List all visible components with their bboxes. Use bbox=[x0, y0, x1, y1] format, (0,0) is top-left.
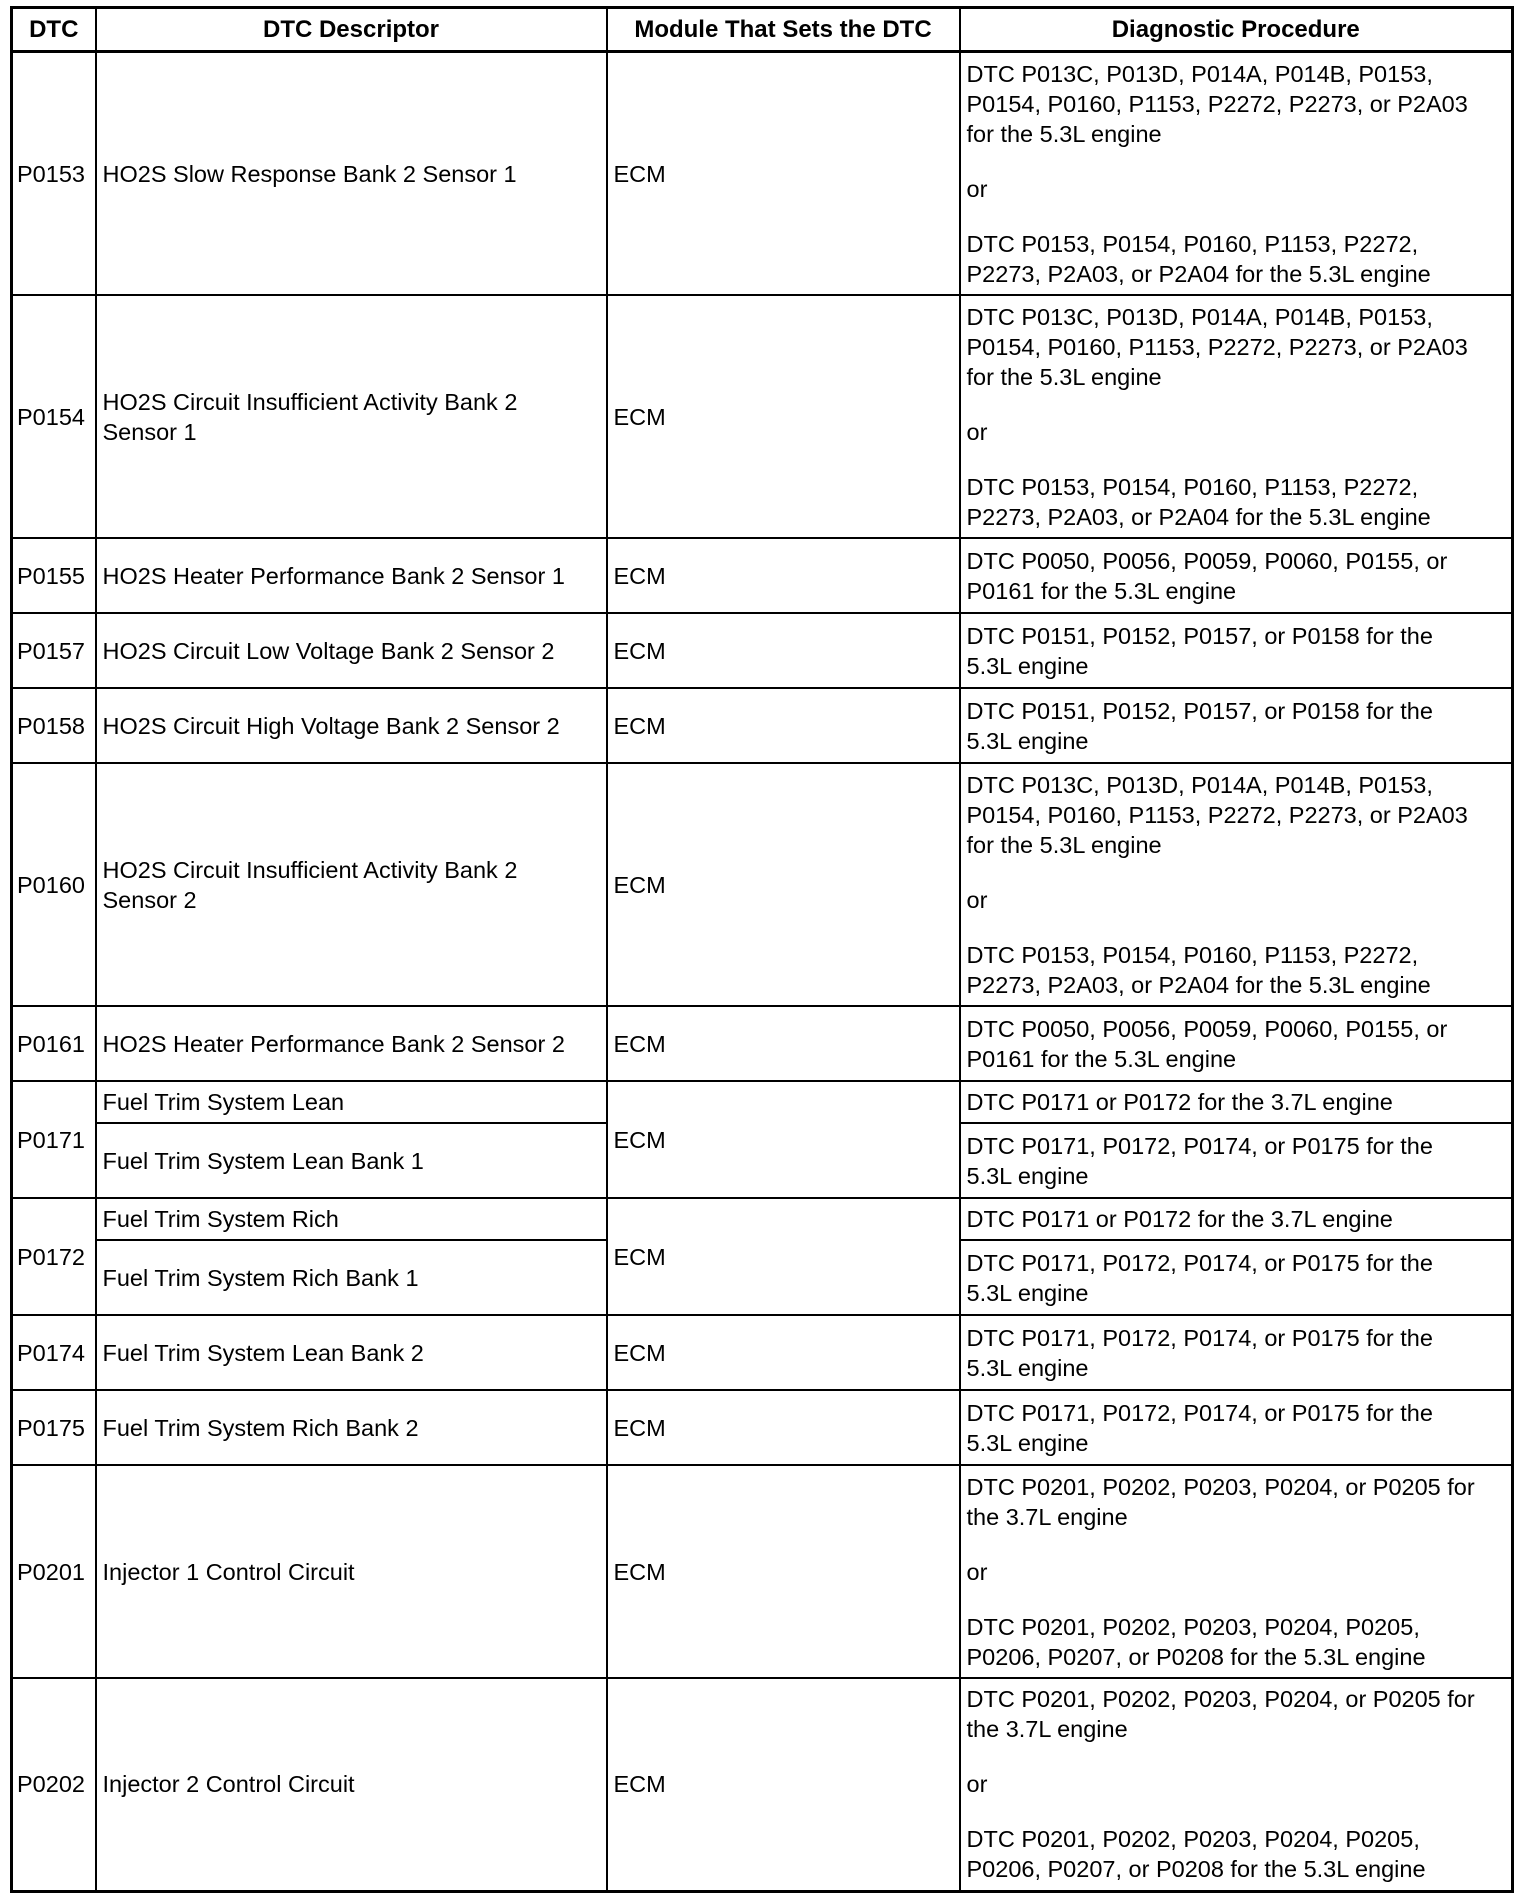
procedure-line: DTC P0153, P0154, P0160, P1153, P2272, bbox=[966, 473, 1419, 500]
descriptor-text: HO2S Circuit Insufficient Activity Bank 2 Sensor 1 bbox=[102, 388, 518, 445]
procedure-line: 5.3L engine bbox=[966, 1279, 1089, 1306]
dtc-descriptor: Fuel Trim System Lean bbox=[96, 1081, 607, 1123]
table-row bbox=[12, 763, 1513, 1006]
diagnostic-procedure bbox=[960, 295, 1513, 538]
table-row bbox=[12, 52, 1513, 296]
procedure-line: the 3.7L engine bbox=[966, 1503, 1128, 1530]
diagnostic-procedure bbox=[960, 1465, 1513, 1678]
procedure-line: DTC P0171, P0172, P0174, or P0175 for the bbox=[966, 1132, 1433, 1159]
diagnostic-procedure bbox=[960, 1006, 1513, 1081]
table-row bbox=[12, 613, 1513, 688]
procedure-line: DTC P0171, P0172, P0174, or P0175 for the bbox=[966, 1249, 1433, 1276]
procedure-line: DTC P0050, P0056, P0059, P0060, P0155, or bbox=[966, 547, 1448, 574]
header-module: Module That Sets the DTC bbox=[607, 8, 960, 52]
dtc-code: P0201 bbox=[12, 1465, 96, 1678]
table-row bbox=[12, 1678, 1513, 1891]
procedure-or: or bbox=[966, 418, 988, 445]
module: ECM bbox=[607, 295, 960, 538]
module: ECM bbox=[607, 1465, 960, 1678]
dtc-code: P0202 bbox=[12, 1678, 96, 1891]
module: ECM bbox=[607, 1315, 960, 1390]
diagnostic-procedure bbox=[960, 538, 1513, 613]
dtc-code: P0158 bbox=[12, 688, 96, 763]
procedure-line: P0206, P0207, or P0208 for the 5.3L engine bbox=[966, 1856, 1426, 1883]
dtc-code: P0154 bbox=[12, 295, 96, 538]
procedure-line: DTC P0201, P0202, P0203, P0204, or P0205 for bbox=[966, 1686, 1475, 1713]
diagnostic-procedure bbox=[960, 688, 1513, 763]
dtc-descriptor: Fuel Trim System Rich Bank 2 bbox=[96, 1390, 607, 1465]
dtc-code: P0172 bbox=[12, 1198, 96, 1315]
table-row bbox=[12, 1006, 1513, 1081]
dtc-descriptor: HO2S Slow Response Bank 2 Sensor 1 bbox=[96, 52, 607, 296]
dtc-descriptor: HO2S Heater Performance Bank 2 Sensor 1 bbox=[96, 538, 607, 613]
procedure-line: 5.3L engine bbox=[966, 1162, 1089, 1189]
procedure-line: for the 5.3L engine bbox=[966, 363, 1162, 390]
dtc-descriptor: Fuel Trim System Lean Bank 1 bbox=[96, 1123, 607, 1198]
procedure-line: P0206, P0207, or P0208 for the 5.3L engine bbox=[966, 1643, 1426, 1670]
header-dtc-descriptor: DTC Descriptor bbox=[96, 8, 607, 52]
procedure-line: DTC P0151, P0152, P0157, or P0158 for the bbox=[966, 622, 1433, 649]
procedure-line: DTC P0201, P0202, P0203, P0204, P0205, bbox=[966, 1826, 1420, 1853]
procedure-or: or bbox=[966, 175, 988, 202]
dtc-code: P0160 bbox=[12, 763, 96, 1006]
module: ECM bbox=[607, 613, 960, 688]
header-diagnostic-procedure: Diagnostic Procedure bbox=[960, 8, 1513, 52]
table-row bbox=[12, 1198, 1513, 1240]
procedure-line: 5.3L engine bbox=[966, 1429, 1089, 1456]
procedure-line: P2273, P2A03, or P2A04 for the 5.3L engine bbox=[966, 260, 1431, 287]
table-row bbox=[12, 1315, 1513, 1390]
module: ECM bbox=[607, 1006, 960, 1081]
diagnostic-procedure bbox=[960, 1390, 1513, 1465]
table-header-row bbox=[12, 8, 1513, 52]
diagnostic-procedure bbox=[960, 52, 1513, 296]
dtc-descriptor: Fuel Trim System Rich Bank 1 bbox=[96, 1240, 607, 1315]
dtc-code: P0155 bbox=[12, 538, 96, 613]
procedure-line: DTC P0153, P0154, P0160, P1153, P2272, bbox=[966, 941, 1419, 968]
diagnostic-procedure bbox=[960, 1198, 1513, 1240]
diagnostic-procedure bbox=[960, 1240, 1513, 1315]
table-row bbox=[12, 1081, 1513, 1123]
procedure-line: P2273, P2A03, or P2A04 for the 5.3L engine bbox=[966, 971, 1431, 998]
procedure-line: 5.3L engine bbox=[966, 1354, 1089, 1381]
procedure-line: 5.3L engine bbox=[966, 652, 1089, 679]
procedure-or: or bbox=[966, 1558, 988, 1585]
procedure-line: DTC P0201, P0202, P0203, P0204, or P0205 for bbox=[966, 1473, 1475, 1500]
module: ECM bbox=[607, 688, 960, 763]
dtc-code: P0157 bbox=[12, 613, 96, 688]
dtc-descriptor bbox=[96, 295, 607, 538]
dtc-descriptor: Injector 2 Control Circuit bbox=[96, 1678, 607, 1891]
module: ECM bbox=[607, 763, 960, 1006]
dtc-code: P0174 bbox=[12, 1315, 96, 1390]
table-row bbox=[12, 688, 1513, 763]
procedure-line: P0154, P0160, P1153, P2272, P2273, or P2A03 bbox=[966, 333, 1468, 360]
procedure-line: DTC P013C, P013D, P014A, P014B, P0153, bbox=[966, 60, 1433, 87]
diagnostic-procedure bbox=[960, 613, 1513, 688]
procedure-or: or bbox=[966, 1771, 988, 1798]
diagnostic-procedure bbox=[960, 1081, 1513, 1123]
dtc-code: P0171 bbox=[12, 1081, 96, 1198]
procedure-line: DTC P0050, P0056, P0059, P0060, P0155, or bbox=[966, 1015, 1448, 1042]
procedure-line: DTC P0171, P0172, P0174, or P0175 for the bbox=[966, 1324, 1433, 1351]
procedure-line: 5.3L engine bbox=[966, 727, 1089, 754]
table-row bbox=[12, 1390, 1513, 1465]
procedure-line: for the 5.3L engine bbox=[966, 120, 1162, 147]
dtc-descriptor: Fuel Trim System Lean Bank 2 bbox=[96, 1315, 607, 1390]
module: ECM bbox=[607, 1390, 960, 1465]
diagnostic-procedure bbox=[960, 763, 1513, 1006]
module: ECM bbox=[607, 1678, 960, 1891]
procedure-line: DTC P013C, P013D, P014A, P014B, P0153, bbox=[966, 771, 1433, 798]
procedure-line: P0161 for the 5.3L engine bbox=[966, 1045, 1237, 1072]
module: ECM bbox=[607, 538, 960, 613]
table-row bbox=[12, 295, 1513, 538]
procedure-line: DTC P0171, P0172, P0174, or P0175 for the bbox=[966, 1399, 1433, 1426]
dtc-code: P0175 bbox=[12, 1390, 96, 1465]
procedure-line: DTC P0153, P0154, P0160, P1153, P2272, bbox=[966, 230, 1419, 257]
diagnostic-procedure bbox=[960, 1678, 1513, 1891]
header-dtc: DTC bbox=[12, 8, 96, 52]
diagnostic-procedure bbox=[960, 1123, 1513, 1198]
dtc-descriptor: HO2S Heater Performance Bank 2 Sensor 2 bbox=[96, 1006, 607, 1081]
procedure-line: DTC P0151, P0152, P0157, or P0158 for the bbox=[966, 697, 1433, 724]
dtc-table bbox=[10, 6, 1514, 1893]
procedure-line: P0161 for the 5.3L engine bbox=[966, 577, 1237, 604]
module: ECM bbox=[607, 1198, 960, 1315]
table-row bbox=[12, 1465, 1513, 1678]
procedure-line: DTC P013C, P013D, P014A, P014B, P0153, bbox=[966, 303, 1433, 330]
module: ECM bbox=[607, 52, 960, 296]
dtc-code: P0153 bbox=[12, 52, 96, 296]
dtc-descriptor: Fuel Trim System Rich bbox=[96, 1198, 607, 1240]
diagnostic-procedure bbox=[960, 1315, 1513, 1390]
procedure-line: DTC P0171 or P0172 for the 3.7L engine bbox=[966, 1206, 1393, 1232]
procedure-line: the 3.7L engine bbox=[966, 1716, 1128, 1743]
procedure-line: P0154, P0160, P1153, P2272, P2273, or P2A03 bbox=[966, 90, 1468, 117]
table-row bbox=[12, 538, 1513, 613]
module: ECM bbox=[607, 1081, 960, 1198]
procedure-line: P2273, P2A03, or P2A04 for the 5.3L engine bbox=[966, 503, 1431, 530]
dtc-descriptor: HO2S Circuit High Voltage Bank 2 Sensor 2 bbox=[96, 688, 607, 763]
descriptor-text: HO2S Circuit Insufficient Activity Bank 2 Sensor 2 bbox=[102, 856, 518, 913]
procedure-line: DTC P0201, P0202, P0203, P0204, P0205, bbox=[966, 1613, 1420, 1640]
dtc-descriptor: Injector 1 Control Circuit bbox=[96, 1465, 607, 1678]
procedure-line: DTC P0171 or P0172 for the 3.7L engine bbox=[966, 1089, 1393, 1115]
dtc-code: P0161 bbox=[12, 1006, 96, 1081]
dtc-descriptor: HO2S Circuit Low Voltage Bank 2 Sensor 2 bbox=[96, 613, 607, 688]
procedure-or: or bbox=[966, 886, 988, 913]
procedure-line: P0154, P0160, P1153, P2272, P2273, or P2A03 bbox=[966, 801, 1468, 828]
dtc-descriptor bbox=[96, 763, 607, 1006]
procedure-line: for the 5.3L engine bbox=[966, 831, 1162, 858]
dtc-table-sheet bbox=[10, 6, 1514, 1893]
